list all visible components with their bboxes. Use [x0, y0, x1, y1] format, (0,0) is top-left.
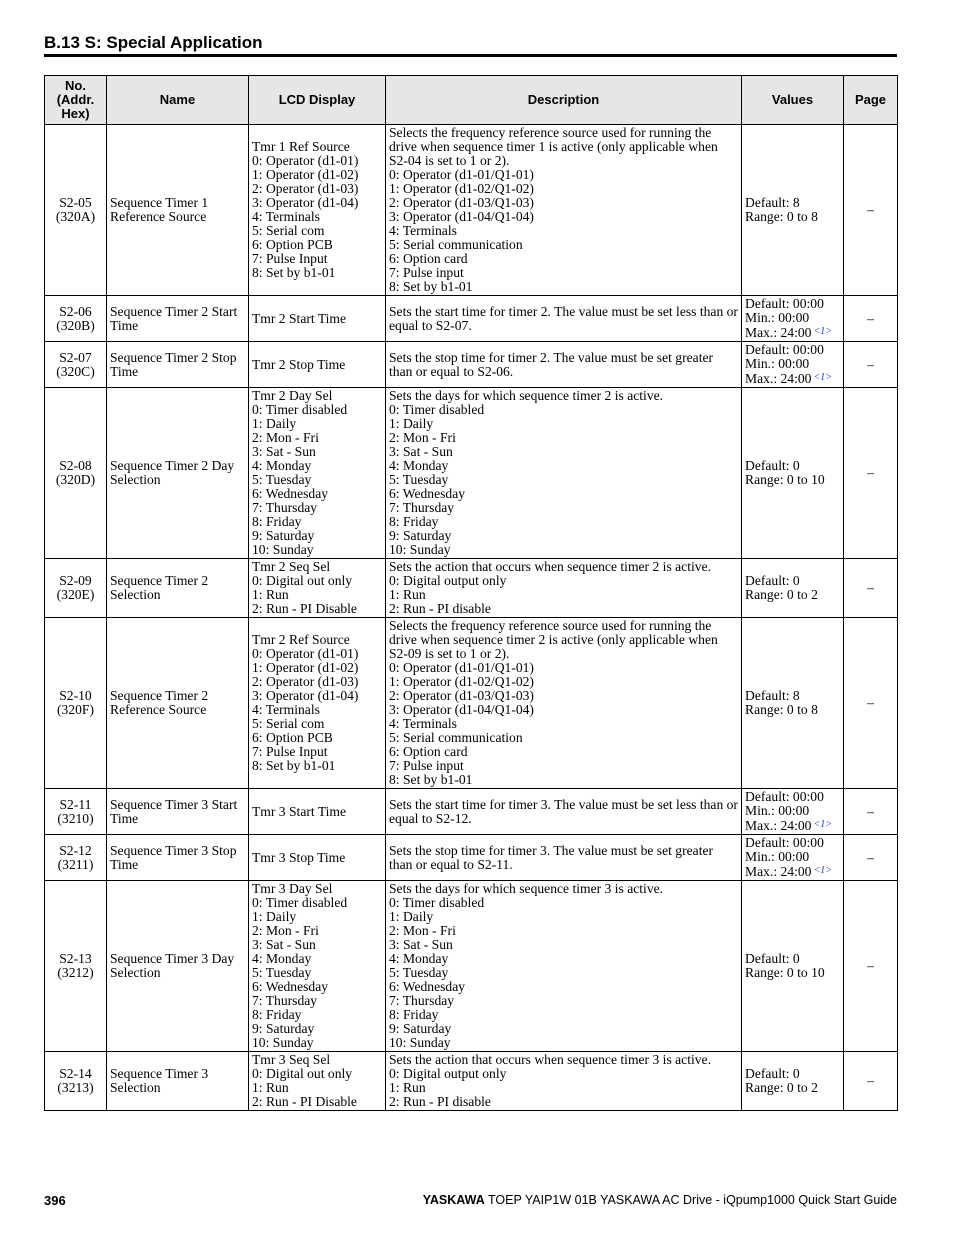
description-cell [386, 388, 742, 559]
value-line [745, 818, 840, 833]
description-cell [386, 618, 742, 789]
table-row [45, 835, 898, 881]
lcd-display-cell [249, 296, 386, 342]
value-line [745, 459, 840, 473]
param-number-cell [45, 296, 107, 342]
value-text: Default: 0 [745, 458, 800, 473]
param-number: S2-05 [59, 195, 92, 210]
description-option: 2: Run - PI disable [389, 601, 491, 616]
value-text: Default: 8 [745, 195, 800, 210]
page-cell: – [844, 618, 898, 789]
header-values: Values [742, 76, 844, 125]
footnote-ref: <1> [813, 819, 832, 830]
description-option: 6: Option card [389, 251, 468, 266]
value-line [745, 297, 840, 311]
table-row [45, 789, 898, 835]
description-option: 8: Set by b1-01 [389, 279, 473, 294]
table-row [45, 125, 898, 296]
lcd-line: Tmr 3 Start Time [252, 803, 347, 819]
description-option: 8: Friday [389, 514, 439, 529]
param-name: Sequence Timer 3 Stop Time [110, 842, 237, 872]
table-row [45, 388, 898, 559]
lcd-line: 2: Mon - Fri [252, 923, 319, 938]
value-text: Default: 0 [745, 1066, 800, 1081]
table-header-row [45, 76, 898, 125]
lcd-line: 2: Run - PI Disable [252, 1094, 357, 1109]
lcd-line: 1: Operator (d1-02) [252, 660, 359, 675]
value-text: Range: 0 to 10 [745, 472, 825, 487]
footnote-ref: <1> [813, 326, 832, 337]
page-cell: – [844, 881, 898, 1052]
param-name: Sequence Timer 2 Selection [110, 573, 209, 602]
lcd-line: 8: Friday [252, 514, 302, 529]
param-number: S2-07 [59, 349, 92, 365]
value-text: Range: 0 to 8 [745, 209, 818, 224]
value-text: Default: 00:00 [745, 835, 824, 850]
lcd-line: 0: Timer disabled [252, 895, 348, 910]
param-address: (320F) [56, 702, 94, 717]
lcd-line: 9: Saturday [252, 528, 315, 543]
parameter-table [44, 75, 898, 1111]
value-text: Default: 00:00 [745, 342, 824, 357]
description-option: 2: Run - PI disable [389, 1094, 491, 1109]
page-cell: – [844, 342, 898, 388]
description-option: 2: Mon - Fri [389, 430, 456, 445]
description-option: 0: Operator (d1-01/Q1-01) [389, 167, 534, 182]
lcd-line: 3: Sat - Sun [252, 937, 316, 952]
lcd-line: 6: Wednesday [252, 486, 329, 501]
lcd-line: Tmr 3 Day Sel [252, 881, 333, 896]
param-name: Sequence Timer 2 Day Selection [110, 458, 235, 487]
description-option: 7: Thursday [389, 993, 455, 1008]
param-name: Sequence Timer 3 Day Selection [110, 951, 235, 980]
values-cell [742, 881, 844, 1052]
table-row [45, 559, 898, 618]
description-option: 0: Operator (d1-01/Q1-01) [389, 660, 534, 675]
value-text: Range: 0 to 2 [745, 1080, 818, 1095]
value-line [745, 836, 840, 850]
param-name: Sequence Timer 3 Selection [110, 1066, 209, 1095]
header-lcd-display: LCD Display [249, 76, 386, 125]
page-cell: – [844, 125, 898, 296]
lcd-line: Tmr 2 Seq Sel [252, 559, 331, 574]
value-line [745, 574, 840, 588]
table-body [45, 125, 898, 1111]
value-text: Max.: 24:00 [745, 371, 812, 386]
param-number: S2-06 [59, 303, 92, 319]
description-option: 7: Thursday [389, 500, 455, 515]
description-option: 1: Run [389, 587, 426, 602]
table-row [45, 618, 898, 789]
description-option: 0: Timer disabled [389, 402, 485, 417]
header-no: No. (Addr. Hex) [45, 76, 107, 125]
lcd-line: 6: Option PCB [252, 237, 333, 252]
description-text: Sets the days for which sequence timer 2 is active. [389, 388, 664, 403]
param-address: (3212) [57, 965, 94, 980]
description-option: 9: Saturday [389, 528, 452, 543]
description-option: 1: Operator (d1-02/Q1-02) [389, 181, 534, 196]
lcd-line: 1: Daily [252, 909, 297, 924]
description-option: 3: Operator (d1-04/Q1-04) [389, 209, 534, 224]
description-option: 2: Operator (d1-03/Q1-03) [389, 688, 534, 703]
lcd-line: 6: Wednesday [252, 979, 329, 994]
description-option: 4: Terminals [389, 223, 457, 238]
description-option: 7: Pulse input [389, 758, 464, 773]
value-text: Default: 0 [745, 573, 800, 588]
value-line [745, 196, 840, 210]
param-name: Sequence Timer 2 Start Time [110, 303, 238, 333]
description-option: 1: Operator (d1-02/Q1-02) [389, 674, 534, 689]
value-text: Min.: 00:00 [745, 803, 810, 818]
param-number-cell [45, 125, 107, 296]
lcd-line: Tmr 2 Start Time [252, 310, 347, 326]
header-page: Page [844, 76, 898, 125]
param-address: (320D) [55, 472, 96, 487]
value-line [745, 311, 840, 325]
description-option: 6: Wednesday [389, 486, 466, 501]
lcd-display-cell [249, 881, 386, 1052]
value-line [745, 371, 840, 386]
value-text: Max.: 24:00 [745, 325, 812, 340]
description-option: 5: Serial communication [389, 237, 523, 252]
param-address: (320B) [56, 317, 95, 333]
lcd-display-cell [249, 125, 386, 296]
lcd-line: 1: Daily [252, 416, 297, 431]
lcd-display-cell [249, 559, 386, 618]
description-option: 3: Sat - Sun [389, 444, 453, 459]
lcd-line: 0: Operator (d1-01) [252, 646, 359, 661]
description-option: 1: Daily [389, 416, 434, 431]
lcd-line: 1: Run [252, 587, 289, 602]
lcd-line: 0: Digital out only [252, 573, 353, 588]
lcd-display-cell [249, 342, 386, 388]
value-line [745, 790, 840, 804]
value-line [745, 1081, 840, 1095]
description-option: 6: Option card [389, 744, 468, 759]
description-option: 8: Friday [389, 1007, 439, 1022]
description-cell [386, 1052, 742, 1111]
description-option: 5: Serial communication [389, 730, 523, 745]
lcd-line: 8: Set by b1-01 [252, 265, 336, 280]
values-cell [742, 1052, 844, 1111]
param-number: S2-13 [59, 951, 92, 966]
value-line [745, 343, 840, 357]
value-text: Max.: 24:00 [745, 864, 812, 879]
param-name-cell [107, 388, 249, 559]
values-cell [742, 296, 844, 342]
lcd-line: 5: Tuesday [252, 472, 312, 487]
value-line [745, 850, 840, 864]
lcd-display-cell [249, 1052, 386, 1111]
lcd-display-cell [249, 835, 386, 881]
value-text: Default: 8 [745, 688, 800, 703]
description-option: 9: Saturday [389, 1021, 452, 1036]
description-cell [386, 125, 742, 296]
param-number: S2-11 [59, 796, 92, 812]
param-number: S2-14 [59, 1066, 92, 1081]
lcd-line: 0: Digital out only [252, 1066, 353, 1081]
param-name-cell [107, 559, 249, 618]
param-address: (320C) [56, 363, 95, 379]
lcd-line: 7: Thursday [252, 993, 318, 1008]
description-option: 4: Monday [389, 458, 449, 473]
lcd-line: 2: Mon - Fri [252, 430, 319, 445]
page-cell: – [844, 559, 898, 618]
value-line [745, 1067, 840, 1081]
table-row [45, 342, 898, 388]
footer-doc-title [423, 1193, 897, 1207]
lcd-line: 3: Sat - Sun [252, 444, 316, 459]
param-name-cell [107, 296, 249, 342]
description-text: Sets the action that occurs when sequence timer 3 is active. [389, 1052, 711, 1067]
param-name: Sequence Timer 3 Start Time [110, 796, 238, 826]
value-text: Range: 0 to 10 [745, 965, 825, 980]
param-address: (3211) [57, 856, 94, 872]
param-number: S2-08 [59, 458, 92, 473]
param-name-cell [107, 125, 249, 296]
description-option: 0: Digital output only [389, 1066, 507, 1081]
description-option: 2: Mon - Fri [389, 923, 456, 938]
description-text: Selects the frequency reference source used for running the drive when sequence timer 2 is active (only applicable when S2-09 is set to 1 or 2). [389, 618, 718, 661]
lcd-line: 4: Monday [252, 951, 312, 966]
param-number-cell [45, 559, 107, 618]
description-text: Selects the frequency reference source used for running the drive when sequence timer 1 is active (only applicable when S2-04 is set to 1 or 2). [389, 125, 718, 168]
description-option: 0: Digital output only [389, 573, 507, 588]
lcd-display-cell [249, 388, 386, 559]
lcd-line: 4: Terminals [252, 702, 320, 717]
description-option: 8: Set by b1-01 [389, 772, 473, 787]
lcd-line: 5: Serial com [252, 223, 325, 238]
param-address: (320E) [56, 587, 95, 602]
lcd-line: 7: Thursday [252, 500, 318, 515]
footer-page-number: 396 [44, 1193, 66, 1208]
param-number: S2-09 [59, 573, 92, 588]
param-name-cell [107, 1052, 249, 1111]
param-number-cell [45, 835, 107, 881]
lcd-line: 3: Operator (d1-04) [252, 195, 359, 210]
param-address: (3213) [57, 1080, 94, 1095]
section-rule [44, 54, 897, 57]
lcd-line: 5: Tuesday [252, 965, 312, 980]
param-name: Sequence Timer 1 Reference Source [110, 195, 209, 224]
description-option: 10: Sunday [389, 542, 451, 557]
description-option: 0: Timer disabled [389, 895, 485, 910]
value-text: Default: 00:00 [745, 296, 824, 311]
footnote-ref: <1> [813, 865, 832, 876]
description-option: 4: Terminals [389, 716, 457, 731]
description-option: 3: Operator (d1-04/Q1-04) [389, 702, 534, 717]
lcd-line: 7: Pulse Input [252, 251, 328, 266]
description-option: 4: Monday [389, 951, 449, 966]
footnote-ref: <1> [813, 372, 832, 383]
description-option: 10: Sunday [389, 1035, 451, 1050]
param-name-cell [107, 618, 249, 789]
value-line [745, 473, 840, 487]
description-text: Sets the days for which sequence timer 3 is active. [389, 881, 664, 896]
lcd-line: 4: Terminals [252, 209, 320, 224]
lcd-line: 8: Set by b1-01 [252, 758, 336, 773]
table-row [45, 296, 898, 342]
values-cell [742, 125, 844, 296]
description-option: 6: Wednesday [389, 979, 466, 994]
param-number-cell [45, 618, 107, 789]
description-option: 3: Sat - Sun [389, 937, 453, 952]
lcd-line: 2: Operator (d1-03) [252, 674, 359, 689]
param-number: S2-10 [59, 688, 92, 703]
description-text: Sets the start time for timer 3. The value must be set less than or equal to S2-12. [389, 796, 738, 826]
value-text: Min.: 00:00 [745, 849, 810, 864]
values-cell [742, 559, 844, 618]
description-cell [386, 789, 742, 835]
value-text: Range: 0 to 8 [745, 702, 818, 717]
description-cell [386, 835, 742, 881]
lcd-line: Tmr 3 Seq Sel [252, 1052, 331, 1067]
description-cell [386, 296, 742, 342]
value-line [745, 966, 840, 980]
lcd-line: 8: Friday [252, 1007, 302, 1022]
lcd-line: Tmr 3 Stop Time [252, 849, 346, 865]
param-name-cell [107, 881, 249, 1052]
param-number: S2-12 [59, 842, 92, 858]
param-name-cell [107, 342, 249, 388]
description-text: Sets the start time for timer 2. The value must be set less than or equal to S2-07. [389, 303, 738, 333]
lcd-line: Tmr 1 Ref Source [252, 139, 350, 154]
param-address: (3210) [57, 810, 94, 826]
lcd-line: 9: Saturday [252, 1021, 315, 1036]
description-cell [386, 881, 742, 1052]
values-cell [742, 789, 844, 835]
value-text: Range: 0 to 2 [745, 587, 818, 602]
table-row [45, 1052, 898, 1111]
param-address: (320A) [55, 209, 96, 224]
lcd-line: 3: Operator (d1-04) [252, 688, 359, 703]
description-cell [386, 342, 742, 388]
lcd-line: 5: Serial com [252, 716, 325, 731]
value-text: Default: 0 [745, 951, 800, 966]
value-line [745, 210, 840, 224]
lcd-line: Tmr 2 Day Sel [252, 388, 333, 403]
param-name: Sequence Timer 2 Stop Time [110, 349, 237, 379]
value-line [745, 952, 840, 966]
lcd-line: 4: Monday [252, 458, 312, 473]
description-option: 1: Daily [389, 909, 434, 924]
value-text: Max.: 24:00 [745, 818, 812, 833]
param-name: Sequence Timer 2 Reference Source [110, 688, 209, 717]
description-option: 1: Run [389, 1080, 426, 1095]
lcd-line: 2: Operator (d1-03) [252, 181, 359, 196]
value-text: Min.: 00:00 [745, 310, 810, 325]
values-cell [742, 835, 844, 881]
lcd-line: 6: Option PCB [252, 730, 333, 745]
page-cell: – [844, 296, 898, 342]
value-text: Default: 00:00 [745, 789, 824, 804]
param-number-cell [45, 342, 107, 388]
footer-doc-name: TOEP YAIP1W 01B YASKAWA AC Drive - iQpump1000 Quick Start Guide [488, 1193, 897, 1207]
value-line [745, 357, 840, 371]
lcd-line: 10: Sunday [252, 542, 314, 557]
param-number-cell [45, 881, 107, 1052]
lcd-line: 2: Run - PI Disable [252, 601, 357, 616]
lcd-line: 7: Pulse Input [252, 744, 328, 759]
values-cell [742, 388, 844, 559]
lcd-line: 1: Operator (d1-02) [252, 167, 359, 182]
page-cell: – [844, 835, 898, 881]
lcd-line: Tmr 2 Ref Source [252, 632, 350, 647]
value-line [745, 804, 840, 818]
value-line [745, 864, 840, 879]
lcd-line: 10: Sunday [252, 1035, 314, 1050]
header-description: Description [386, 76, 742, 125]
page-cell: – [844, 388, 898, 559]
header-name: Name [107, 76, 249, 125]
description-option: 7: Pulse input [389, 265, 464, 280]
footer-brand: YASKAWA [422, 1193, 485, 1207]
page-cell: – [844, 789, 898, 835]
description-cell [386, 559, 742, 618]
value-line [745, 703, 840, 717]
value-line [745, 689, 840, 703]
lcd-line: Tmr 2 Stop Time [252, 356, 346, 372]
lcd-line: 1: Run [252, 1080, 289, 1095]
lcd-display-cell [249, 789, 386, 835]
values-cell [742, 618, 844, 789]
section-title: B.13 S: Special Application [44, 33, 263, 52]
value-line [745, 588, 840, 602]
lcd-line: 0: Operator (d1-01) [252, 153, 359, 168]
page-cell: – [844, 1052, 898, 1111]
param-number-cell [45, 1052, 107, 1111]
description-option: 5: Tuesday [389, 472, 449, 487]
param-number-cell [45, 388, 107, 559]
lcd-line: 0: Timer disabled [252, 402, 348, 417]
param-number-cell [45, 789, 107, 835]
description-option: 2: Operator (d1-03/Q1-03) [389, 195, 534, 210]
lcd-display-cell [249, 618, 386, 789]
table-row [45, 881, 898, 1052]
param-name-cell [107, 789, 249, 835]
param-name-cell [107, 835, 249, 881]
values-cell [742, 342, 844, 388]
description-text: Sets the action that occurs when sequence timer 2 is active. [389, 559, 711, 574]
description-text: Sets the stop time for timer 2. The value must be set greater than or equal to S2-06. [389, 349, 714, 379]
description-text: Sets the stop time for timer 3. The value must be set greater than or equal to S2-11. [389, 842, 714, 872]
value-line [745, 325, 840, 340]
value-text: Min.: 00:00 [745, 356, 810, 371]
description-option: 5: Tuesday [389, 965, 449, 980]
